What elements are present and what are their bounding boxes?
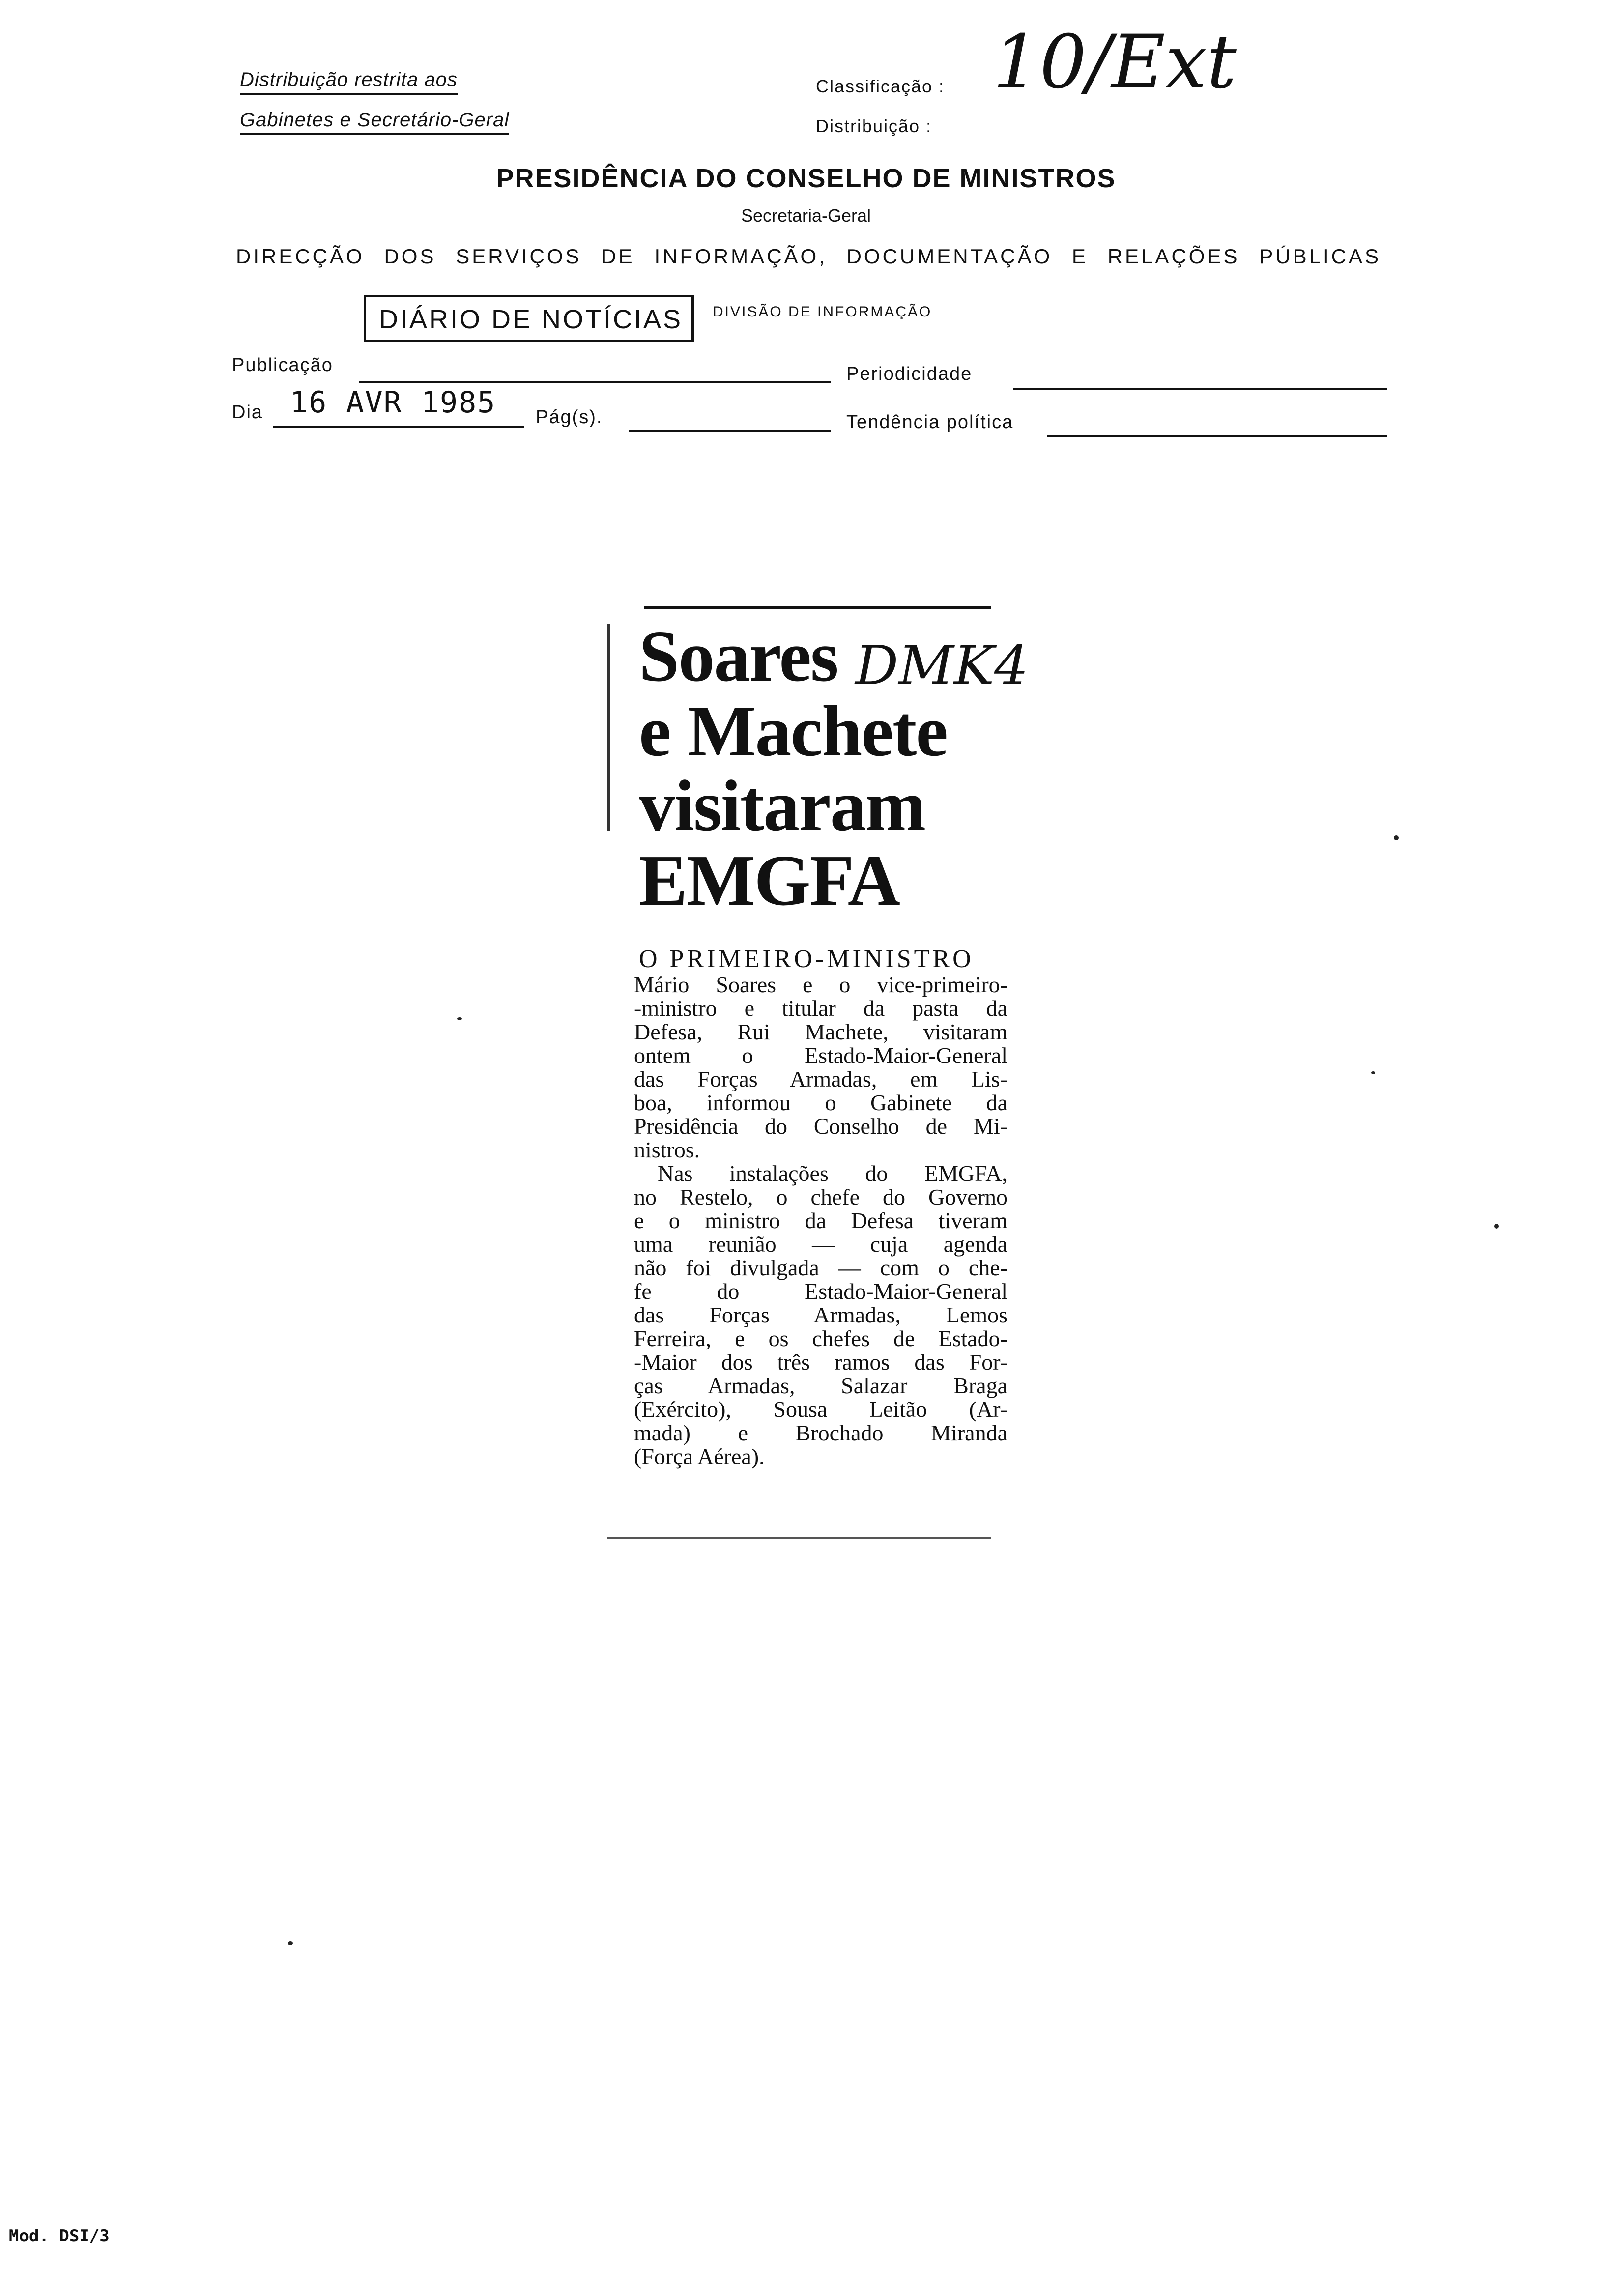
restriction-line-2: Gabinetes e Secretário-Geral [240, 109, 509, 135]
handwritten-annotation: DMK4 [855, 634, 1029, 697]
body-line: das Forças Armadas, Lemos [634, 1302, 1008, 1327]
body-line: (Exército), Sousa Leitão (Ar- [634, 1397, 1008, 1422]
political-tendency-line [1047, 435, 1387, 437]
scan-speck [1494, 1224, 1499, 1229]
newspaper-name: DIÁRIO DE NOTÍCIAS [379, 305, 683, 334]
publication-line [359, 381, 831, 383]
body-line: Presidência do Conselho de Mi- [634, 1114, 1008, 1139]
body-line: das Forças Armadas, em Lis- [634, 1066, 1008, 1091]
scan-speck [1394, 835, 1399, 840]
clipping-bottom-edge [607, 1537, 991, 1539]
body-line: e o ministro da Defesa tiveram [634, 1208, 1008, 1233]
article-kicker: O PRIMEIRO-MINISTRO [639, 945, 974, 973]
article-body [634, 973, 1008, 1468]
periodicity-line [1013, 388, 1387, 390]
day-value: 16 AVR 1985 [290, 385, 496, 420]
body-line: (Força Aérea). [634, 1444, 765, 1469]
day-label: Dia [232, 402, 263, 423]
body-line: boa, informou o Gabinete da [634, 1090, 1008, 1115]
restriction-line-1: Distribuição restrita aos [240, 69, 458, 95]
body-line: fe do Estado-Maior-General [634, 1279, 1008, 1304]
clipping-left-edge [607, 624, 610, 831]
scan-speck [1371, 1071, 1375, 1074]
day-line [273, 426, 524, 428]
pages-label: Pág(s). [536, 407, 603, 428]
directorate-line: DIRECÇÃO DOS SERVIÇOS DE INFORMAÇÃO, DOCUMENTAÇÃO E RELAÇÕES PÚBLICAS [236, 245, 1381, 268]
body-line: Mário Soares e o vice-primeiro- [634, 972, 1008, 997]
office-subtitle: Secretaria-Geral [741, 205, 871, 226]
body-line: uma reunião — cuja agenda [634, 1232, 1008, 1257]
newspaper-stamp [364, 295, 694, 342]
pages-line [629, 430, 831, 432]
periodicity-label: Periodicidade [846, 364, 973, 384]
body-line: -Maior dos três ramos das For- [634, 1349, 1008, 1375]
body-line: nistros. [634, 1137, 700, 1162]
headline-line-4: EMGFA [639, 840, 899, 921]
body-line: -ministro e titular da pasta da [634, 996, 1008, 1021]
division-label: DIVISÃO DE INFORMAÇÃO [713, 304, 932, 320]
body-line: no Restelo, o chefe do Governo [634, 1184, 1008, 1209]
body-line: Nas instalações do EMGFA, [658, 1161, 1008, 1186]
body-line: ontem o Estado-Maior-General [634, 1043, 1008, 1068]
classification-label: Classificação : [816, 76, 945, 96]
publication-label: Publicação [232, 355, 333, 375]
body-line: mada) e Brochado Miranda [634, 1420, 1008, 1445]
handwritten-reference: 10/Ext [993, 20, 1237, 105]
distribution-label: Distribuição : [816, 116, 932, 136]
body-line: ças Armadas, Salazar Braga [634, 1373, 1008, 1398]
body-line: Defesa, Rui Machete, visitaram [634, 1019, 1008, 1044]
body-line: Ferreira, e os chefes de Estado- [634, 1326, 1008, 1351]
office-title: PRESIDÊNCIA DO CONSELHO DE MINISTROS [496, 164, 1116, 193]
scan-speck [288, 1941, 293, 1945]
political-tendency-label: Tendência política [846, 412, 1014, 432]
body-line: não foi divulgada — com o che- [634, 1255, 1008, 1280]
headline-line-1: Soares [639, 616, 838, 697]
scan-speck [457, 1017, 462, 1020]
headline-line-2: e Machete [639, 691, 948, 772]
form-model-code: Mod. DSI/3 [9, 2226, 110, 2246]
headline-line-3: visitaram [639, 766, 925, 846]
clipping-top-rule [644, 606, 991, 609]
